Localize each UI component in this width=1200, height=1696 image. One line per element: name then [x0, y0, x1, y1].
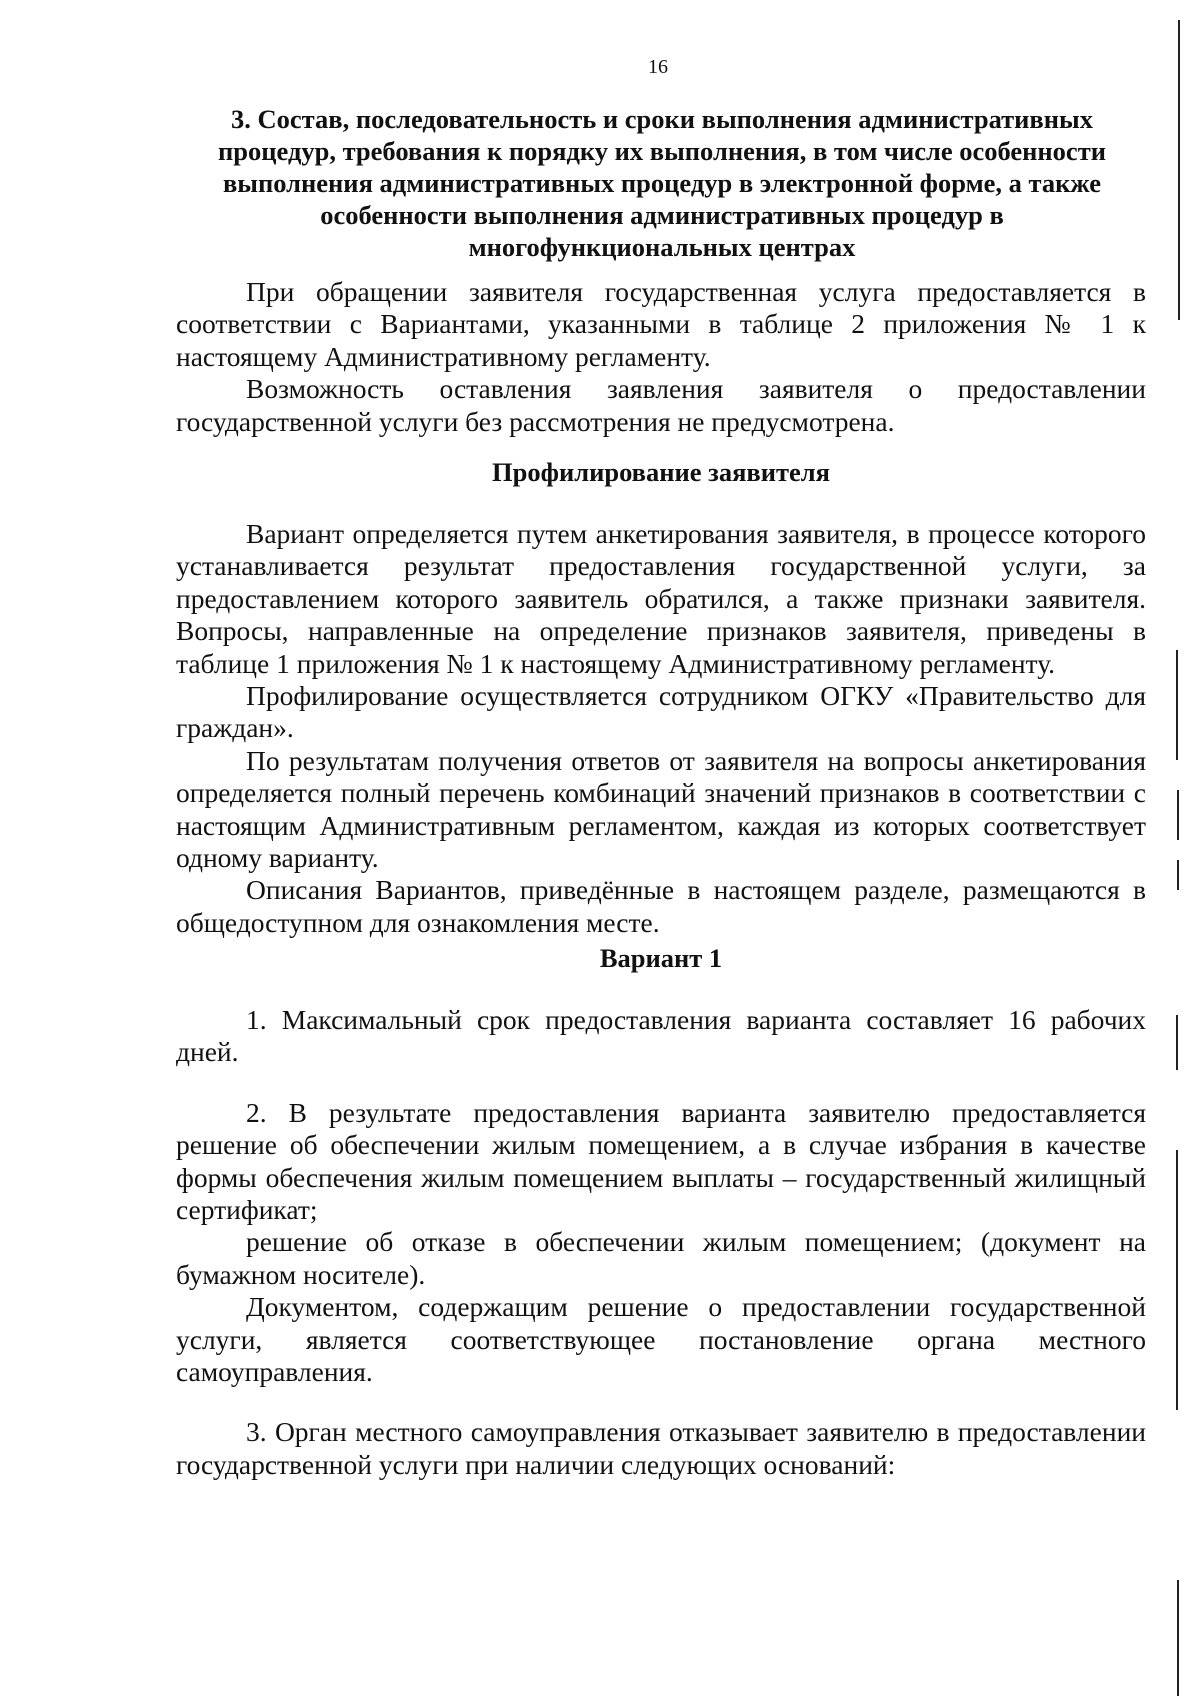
profiling-paragraph: Профилирование осуществляется сотрудником ОГКУ «Правительство для граждан». [176, 680, 1146, 744]
scan-edge-line [1177, 790, 1179, 840]
profiling-heading: Профилирование заявителя [492, 457, 830, 487]
variant-item-1: 1. Максимальный срок предоставления варианта составляет 16 рабочих дней. [176, 1004, 1146, 1068]
profiling-paragraph: Описания Вариантов, приведённые в настоящем разделе, размещаются в общедоступном для ознакомления месте. [176, 874, 1146, 938]
variant-item-2-refusal: решение об отказе в обеспечении жилым помещением; (документ на бумажном носителе). [176, 1226, 1146, 1290]
variant-section [176, 1004, 1146, 1481]
variant-heading: Вариант 1 [599, 943, 723, 973]
intro-paragraph: При обращении заявителя государственная услуга предоставляется в соответствии с Вариантами, указанными в таблице 2 приложения № 1 к настоящему Административному регламенту. [176, 276, 1146, 372]
scan-edge-line [1176, 650, 1178, 760]
scan-edge-line [1176, 1150, 1178, 1410]
page-number: 16 [648, 56, 668, 78]
profiling-paragraph: Вариант определяется путем анкетирования заявителя, в процессе которого устанавливается результат предоставления государственной услуги, за предоставлением которого заявитель обратился, а также признаки заявителя. Вопросы, направленные на определение признаков заявителя, приведены в таблице 1 приложения № 1 к настоящему Административному регламенту. [176, 518, 1146, 679]
scan-edge-line [1177, 1580, 1179, 1696]
scan-edge-line [1178, 20, 1180, 320]
scan-edge-line [1176, 1015, 1178, 1070]
variant-item-3: 3. Орган местного самоуправления отказывает заявителю в предоставлении государственной услуги при наличии следующих оснований: [176, 1416, 1146, 1480]
scan-edge-line [1177, 860, 1179, 890]
variant-item-2-document: Документом, содержащим решение о предоставлении государственной услуги, является соответствующее постановление органа местного самоуправления. [176, 1291, 1146, 1388]
profiling-section [176, 518, 1146, 939]
intro-paragraph: Возможность оставления заявления заявителя о предоставлении государственной услуги без рассмотрения не предусмотрена. [176, 373, 1146, 437]
variant-item-2: 2. В результате предоставления варианта заявителю предоставляется решение об обеспечении жилым помещением, а в случае избрания в качестве формы обеспечения жилым помещением выплаты – государственный жилищный сертификат; [176, 1096, 1146, 1226]
intro-section [176, 276, 1146, 438]
profiling-paragraph: По результатам получения ответов от заявителя на вопросы анкетирования определяется полный перечень комбинаций значений признаков в соответствии с настоящим Административным регламентом, каждая из которых соответствует одному варианту. [176, 744, 1146, 874]
section-title: 3. Состав, последовательность и сроки выполнения административных процедур, требования к порядку их выполнения, в том числе особенности выполнения административных процедур в электронной форме, а также особенности выполнения административных процедур в многофункциональных центрах [218, 104, 1106, 262]
